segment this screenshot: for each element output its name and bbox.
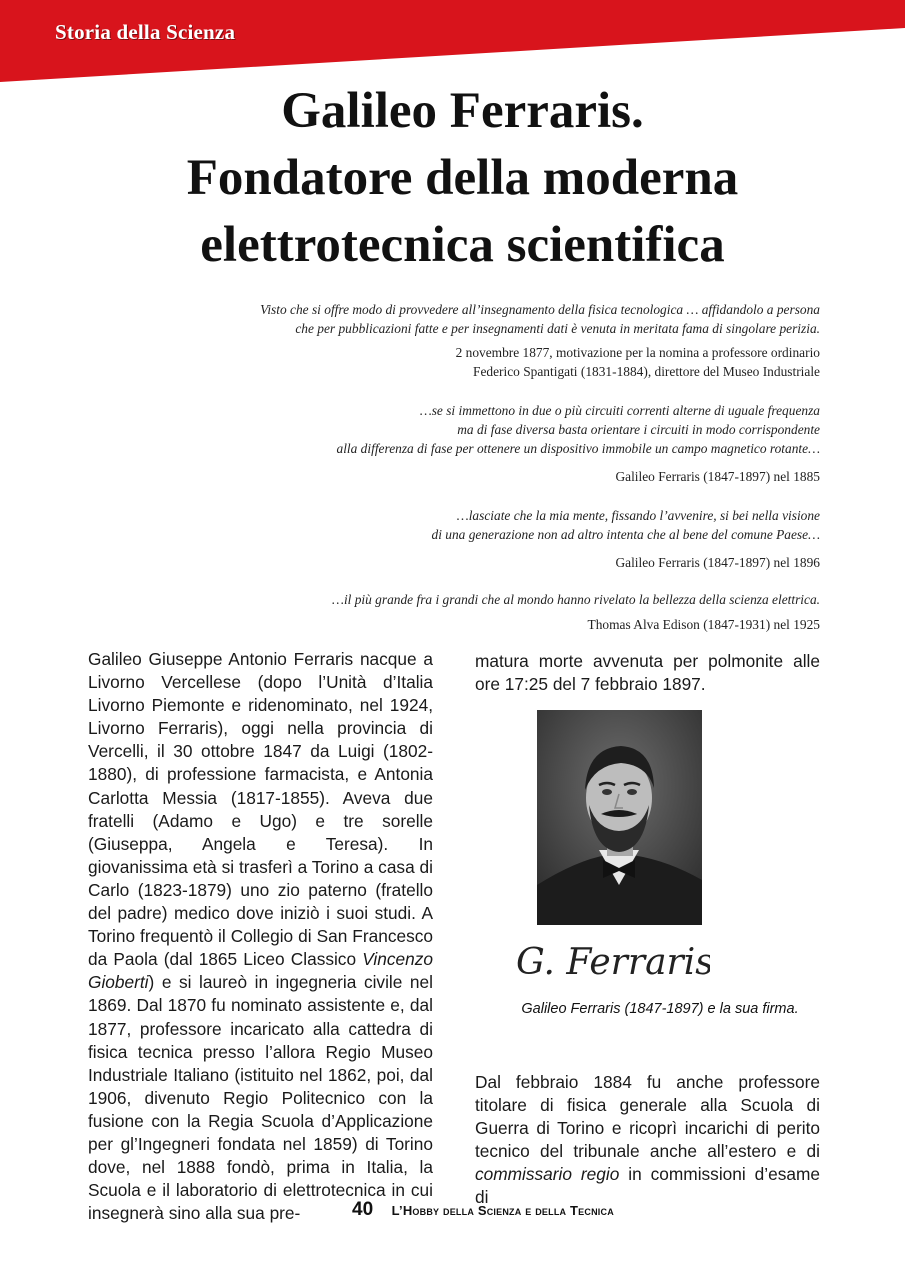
quote-line: di una generazione non ad altro intenta che al bene del comune Paese… [431,527,820,542]
signature-drawing [510,932,710,994]
title-line: Fondatore della moderna [186,150,739,206]
quote-line: …se si immettono in due o più circuiti correnti alterne di uguale frequenza [419,403,820,418]
figure-caption: Galileo Ferraris (1847-1897) e la sua firma. [521,1001,799,1017]
quote-attribution: 2 novembre 1877, motivazione per la nomina a professore ordinario [455,345,820,360]
body-paragraph [475,1071,820,1210]
title-line: elettrotecnica scientifica [200,217,725,273]
body-column-right-bottom [475,1071,820,1210]
signature-text: G. Ferraris [516,942,710,983]
quote-attribution: Galileo Ferraris (1847-1897) nel 1896 [615,555,820,570]
portrait-illustration [537,710,702,925]
body-column-left [88,648,433,1225]
quote-block [230,300,820,381]
quote-line: …lasciate che la mia mente, fissando l’avvenire, si bei nella visione [456,508,820,523]
publication-name: L’Hobby della Scienza e della Tecnica [391,1203,614,1218]
quote-block [230,506,820,572]
body-text: ) e si laureò in ingegneria civile nel 1869. Dal 1870 fu nominato assistente e, dal 1877, professore incaricato alla cattedra di fisica tecnica presso l’allora Regio Museo Industriale Italiano (istituito nel 1862, poi, dal 1906, divenuto Regio Politecnico con la fusione con la Regia Scuola d’Applicazione per gl’Ingegneri fondata nel 1859) di Torino dove, nel 1888 fondò, prima in Italia, la Scuola e il laboratorio di elettrotecnica in cui insegnerà sino alla sua pre- [88,972,433,1224]
section-banner [0,0,905,85]
body-paragraph: matura morte avvenuta per polmonite alle ore 17:25 del 7 febbraio 1897. [475,651,820,695]
quote-line: Visto che si offre modo di provvedere all’insegnamento della fisica tecnologica … affidandolo a persona [260,302,820,317]
body-paragraph [88,648,433,1225]
article-title [60,78,865,279]
body-text: Dal febbraio 1884 fu anche professore titolare di fisica generale alla Scuola di Guerra di Torino e ricoprì incarichi di perito tecnico del tribunale anche all’estero e di [475,1072,820,1162]
portrait-photo [537,710,702,925]
quote-attribution: Thomas Alva Edison (1847-1931) nel 1925 [587,617,820,632]
quote-line: ma di fase diversa basta orientare i circuiti in modo corrispondente [457,422,820,437]
page-number: 40 [352,1199,374,1220]
quote-line: alla differenza di fase per ottenere un dispositivo immobile un campo magnetico rotante… [336,441,820,456]
section-label: Storia della Scienza [55,20,236,44]
body-text: in commissioni d’esame di [475,1164,820,1208]
quote-line: che per pubblicazioni fatte e per insegnamenti dati è venuta in meritata fama di singolare perizia. [295,321,820,336]
quote-line: …il più grande fra i grandi che al mondo hanno rivelato la bellezza della scienza elettrica. [332,592,820,607]
page-footer [352,1199,614,1221]
signature [510,932,710,994]
quote-attribution: Federico Spantigati (1831-1884), direttore del Museo Industriale [473,364,820,379]
body-text: Galileo Giuseppe Antonio Ferraris nacque a Livorno Vercellese (dopo l’Unità d’Italia Livorno Piemonte e ridenominato, nel 1924, Livorno Ferraris), oggi nella provincia di Vercelli, il 30 ottobre 1847 da Luigi (1802-1880), di professione farmacista, e Antonia Carlotta Messia (1817-1855). Aveva due fratelli (Adamo e Ugo) e tre sorelle (Giuseppa, Angela e Teresa). In giovanissima età si trasferì a Torino a casa di Carlo (1823-1879) uno zio paterno (fratello del padre) medico dove iniziò i suoi studi. A Torino frequentò il Collegio di San Francesco da Paola (dal 1865 Liceo Classico [88,649,433,970]
body-italic-text: Vincenzo Gioberti [88,949,433,993]
body-column-right-top [475,650,820,696]
epigraph-quotes [230,300,820,634]
title-line: Galileo Ferraris. [281,83,644,139]
body-italic-text: commissario regio [475,1164,620,1185]
quote-block [230,401,820,486]
quote-attribution: Galileo Ferraris (1847-1897) nel 1885 [615,469,820,484]
quote-block [230,590,820,634]
